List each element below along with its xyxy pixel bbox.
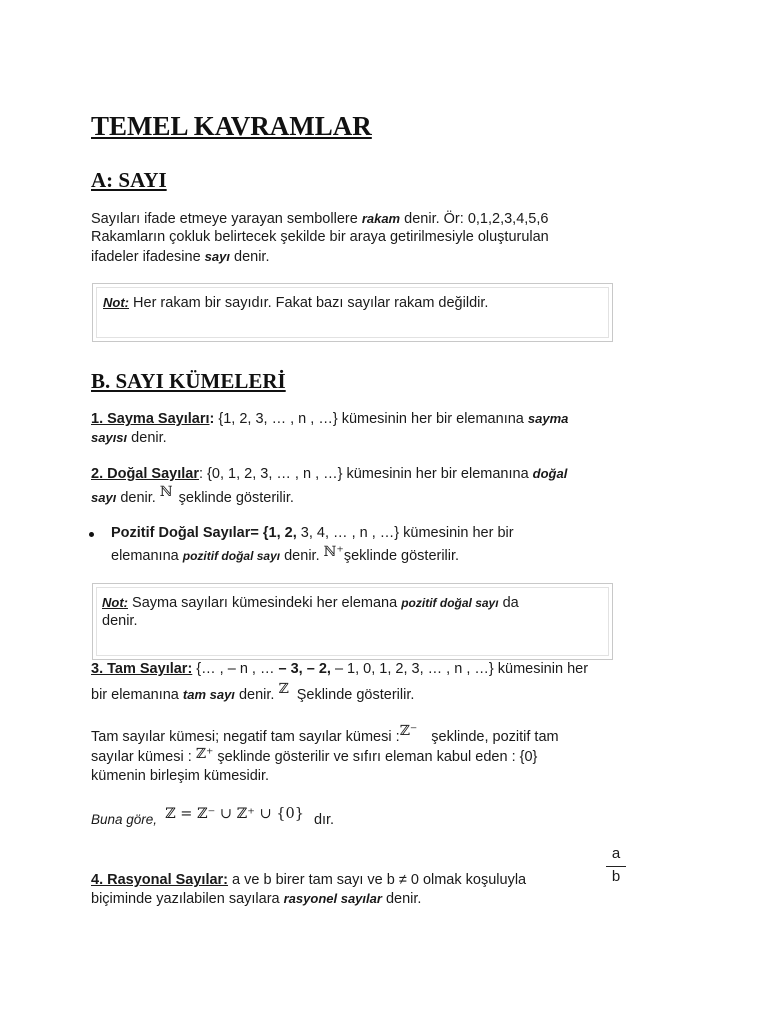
section-a-line-2: Rakamların çokluk belirtecek şekilde bir araya getirilmesiyle oluşturulan [91, 229, 549, 245]
text: Sayıları ifade etmeye yarayan sembollere [91, 211, 362, 227]
term-dogal: doğal [532, 466, 568, 481]
rasyonel-line-2 [91, 889, 421, 909]
text: bir elemanına [91, 687, 183, 703]
term-sayma: sayma [527, 411, 569, 426]
term-pozitif-dogal-sayi: pozitif doğal sayı [401, 596, 499, 610]
buna-gore-line [91, 806, 335, 830]
text: denir. [116, 490, 160, 506]
note-label: Not: [103, 295, 129, 310]
section-b-heading: B. SAYI KÜMELERİ [91, 369, 286, 393]
text: Buna göre, [91, 812, 158, 827]
term-rakam: rakam [361, 211, 401, 226]
text: {1, 2, 3, [214, 411, 268, 427]
text: : {0, 1, 2, 3, … , n , …} kümesinin her bir elemanına [199, 466, 533, 482]
term-sayi: sayı [204, 249, 230, 264]
fraction-denominator: b [611, 868, 621, 885]
text: … , n , …} kümesinin her bir elemanına [267, 411, 528, 427]
term-tam-sayi: tam sayı [182, 687, 235, 702]
tam-line-1 [91, 660, 588, 679]
sayma-line-1 [91, 409, 568, 429]
page-title: TEMEL KAVRAMLAR [91, 111, 372, 141]
tam-para-line-2 [91, 748, 537, 767]
term-pozitif-dogal-sayi: pozitif doğal sayı [182, 549, 281, 563]
text: denir. [280, 548, 324, 564]
dogal-line-1 [91, 464, 567, 484]
text: biçiminde yazılabilen sayılara [91, 891, 284, 907]
text: = {1, 2, [250, 525, 301, 541]
natural-numbers-symbol: ℕ [159, 484, 173, 500]
section-a-line-3 [91, 247, 269, 267]
tam-label: 3. Tam Sayılar: [91, 661, 193, 677]
pozitif-label: Pozitif Doğal Sayılar [111, 525, 251, 541]
dogal-label: 2. Doğal Sayılar [91, 466, 199, 482]
tam-line-2 [91, 681, 415, 705]
negative-integers-symbol: ℤ⁻ [399, 723, 418, 739]
pozitif-line-1 [111, 524, 514, 543]
text: Tam sayılar kümesi; negatif tam sayılar kümesi : [91, 729, 400, 745]
note-body: Her rakam bir sayıdır. Fakat bazı sayılar rakam değildir. [129, 295, 489, 311]
section-a-line-1 [91, 209, 548, 229]
bullet-icon [89, 532, 94, 537]
text: elemanına [111, 548, 183, 564]
rasyonel-line-1 [91, 871, 526, 890]
pozitif-line-2 [111, 544, 460, 566]
text: 3, 4, … , n , …} kümesinin her bir [300, 525, 514, 541]
text: {… , – n , … [192, 661, 279, 677]
term-sayisi: sayısı [91, 430, 128, 445]
rasyonel-label: 4. Rasyonal Sayılar: [91, 872, 229, 888]
text: şeklinde, pozitif tam [431, 729, 559, 745]
integers-union-formula: ℤ = ℤ⁻ ∪ ℤ⁺ ∪ {0} [165, 806, 304, 822]
tam-para-line-1 [91, 723, 559, 747]
text: Şeklinde gösterilir. [296, 687, 415, 703]
positive-natural-symbol: ℕ⁺ [323, 544, 344, 560]
text: şeklinde gösterilir. [343, 548, 460, 564]
text: – 3, – 2, [278, 661, 331, 677]
sayma-label: 1. Sayma Sayıları [91, 411, 210, 427]
text: denir. [229, 249, 270, 265]
note-body: Sayma sayıları kümesindeki her elemana [128, 595, 402, 611]
text: şeklinde gösterilir ve sıfırı eleman kabul eden : {0} [213, 749, 538, 765]
text: dır. [313, 812, 335, 828]
text: sayılar kümesi : [91, 749, 196, 765]
term-rasyonel-sayilar: rasyonel sayılar [283, 891, 382, 906]
text: denir. [381, 891, 422, 907]
text: denir. [234, 687, 279, 703]
positive-integers-symbol: ℤ⁺ [195, 746, 214, 762]
integers-symbol: ℤ [278, 681, 289, 697]
fraction-bar [606, 866, 626, 867]
text: a ve b birer tam sayı ve b ≠ 0 olmak koşuluyla [228, 872, 527, 888]
section-a-heading: A: SAYI [91, 168, 167, 192]
colon: : [209, 411, 215, 427]
text: – 1, 0, 1, 2, 3, … , n , …} kümesinin her [330, 661, 589, 677]
sayma-line-2 [91, 428, 167, 448]
term-sayi: sayı [91, 490, 117, 505]
text: denir. [127, 430, 167, 446]
text: denir. Ör: 0,1,2,3,4,5,6 [400, 211, 549, 227]
tam-para-line-3: kümenin birleşim kümesidir. [91, 768, 270, 784]
note-2-line-1 [102, 593, 519, 613]
note-1-text [103, 293, 488, 313]
text: şeklinde gösterilir. [178, 490, 294, 506]
dogal-line-2 [91, 484, 294, 508]
note-2-line-2: denir. [102, 613, 138, 629]
fraction-numerator: a [611, 845, 621, 862]
text: ifadeler ifadesine [91, 249, 205, 265]
note-label: Not: [102, 595, 128, 610]
text: da [498, 595, 519, 611]
